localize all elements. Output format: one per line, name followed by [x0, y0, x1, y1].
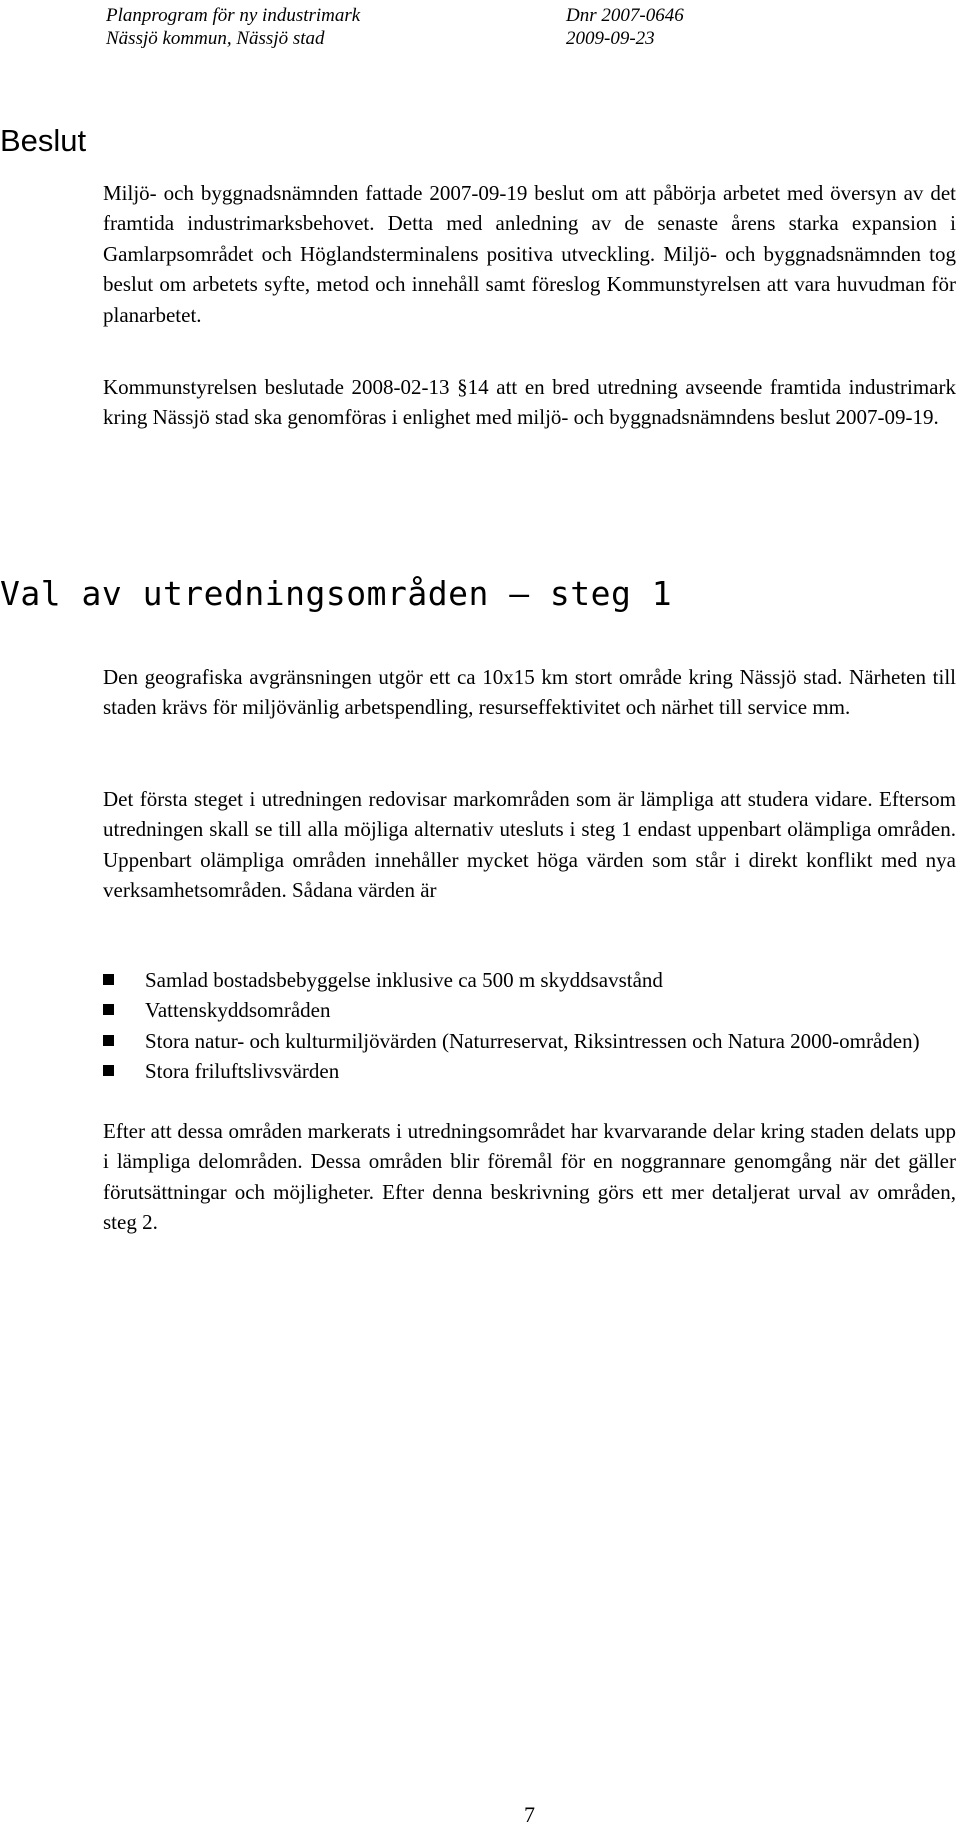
square-bullet-icon: [103, 1004, 114, 1015]
header-row-1: [106, 4, 866, 27]
header-document-number: Dnr 2007-0646: [566, 5, 684, 26]
paragraph-forsta-steget: Det första steget i utredningen redovisar markområden som är lämpliga att studera vidare. Eftersom utredningen skall se till alla möjliga alternativ utesluts i steg 1 endast uppenbart olämpliga områden. Uppenbart olämpliga områden innehåller mycket höga värden som står i direkt konflikt med nya verksamhetsområden. Sådana värden är: [103, 787, 956, 903]
list-item: Samlad bostadsbebyggelse inklusive ca 500 m skyddsavstånd: [103, 965, 956, 995]
paragraph-closing: Efter att dessa områden markerats i utredningsområdet har kvarvarande delar kring staden delats upp i lämpliga delområden. Dessa områden blir föremål för en noggrannare genomgång när det gäller förutsättningar och möjligheter. Efter denna beskrivning görs ett mer detaljerat urval av områden, steg 2.: [103, 1119, 956, 1235]
paragraph-kommunstyrelsen: Kommunstyrelsen beslutade 2008-02-13 §14 att en bred utredning avseende framtida industrimark kring Nässjö stad ska genomföras i enlighet med miljö- och byggnadsnämndens beslut 2007-09-19.: [103, 375, 956, 430]
paragraph-decision: Miljö- och byggnadsnämnden fattade 2007-09-19 beslut om att påbörja arbetet med översyn av det framtida industrimarksbehovet. Detta med anledning av de senaste årens starka expansion i Gamlarpsområdet och Höglandsterminalens positiva utveckling. Miljö- och byggnadsnämnden tog beslut om arbetets syfte, metod och innehåll samt föreslog Kommunstyrelsen att vara huvudman för planarbetet.: [103, 181, 956, 327]
header-municipality: Nässjö kommun, Nässjö stad: [106, 28, 325, 49]
list-item: Stora natur- och kulturmiljövärden (Naturreservat, Riksintressen och Natura 2000-områden): [103, 1026, 956, 1056]
section-heading-val-av-utredningsomraden: Val av utredningsområden – steg 1: [0, 574, 673, 613]
page-header: [106, 4, 866, 50]
square-bullet-icon: [103, 1035, 114, 1046]
header-row-2: [106, 27, 866, 50]
square-bullet-icon: [103, 1065, 114, 1076]
header-document-title: Planprogram för ny industrimark: [106, 5, 361, 26]
paragraph-geografisk-avgransning: Den geografiska avgränsningen utgör ett ca 10x15 km stort område kring Nässjö stad. Närheten till staden krävs för miljövänlig arbetspendling, resurseffektivitet och närhet till service mm.: [103, 665, 956, 720]
list-item: Vattenskyddsområden: [103, 995, 956, 1025]
list-item: Stora friluftslivsvärden: [103, 1056, 956, 1086]
page-number: 7: [524, 1802, 535, 1827]
section-heading-beslut: Beslut: [0, 123, 87, 158]
header-date: 2009-09-23: [566, 28, 655, 49]
square-bullet-icon: [103, 974, 114, 985]
exclusion-criteria-list: [103, 965, 956, 1087]
